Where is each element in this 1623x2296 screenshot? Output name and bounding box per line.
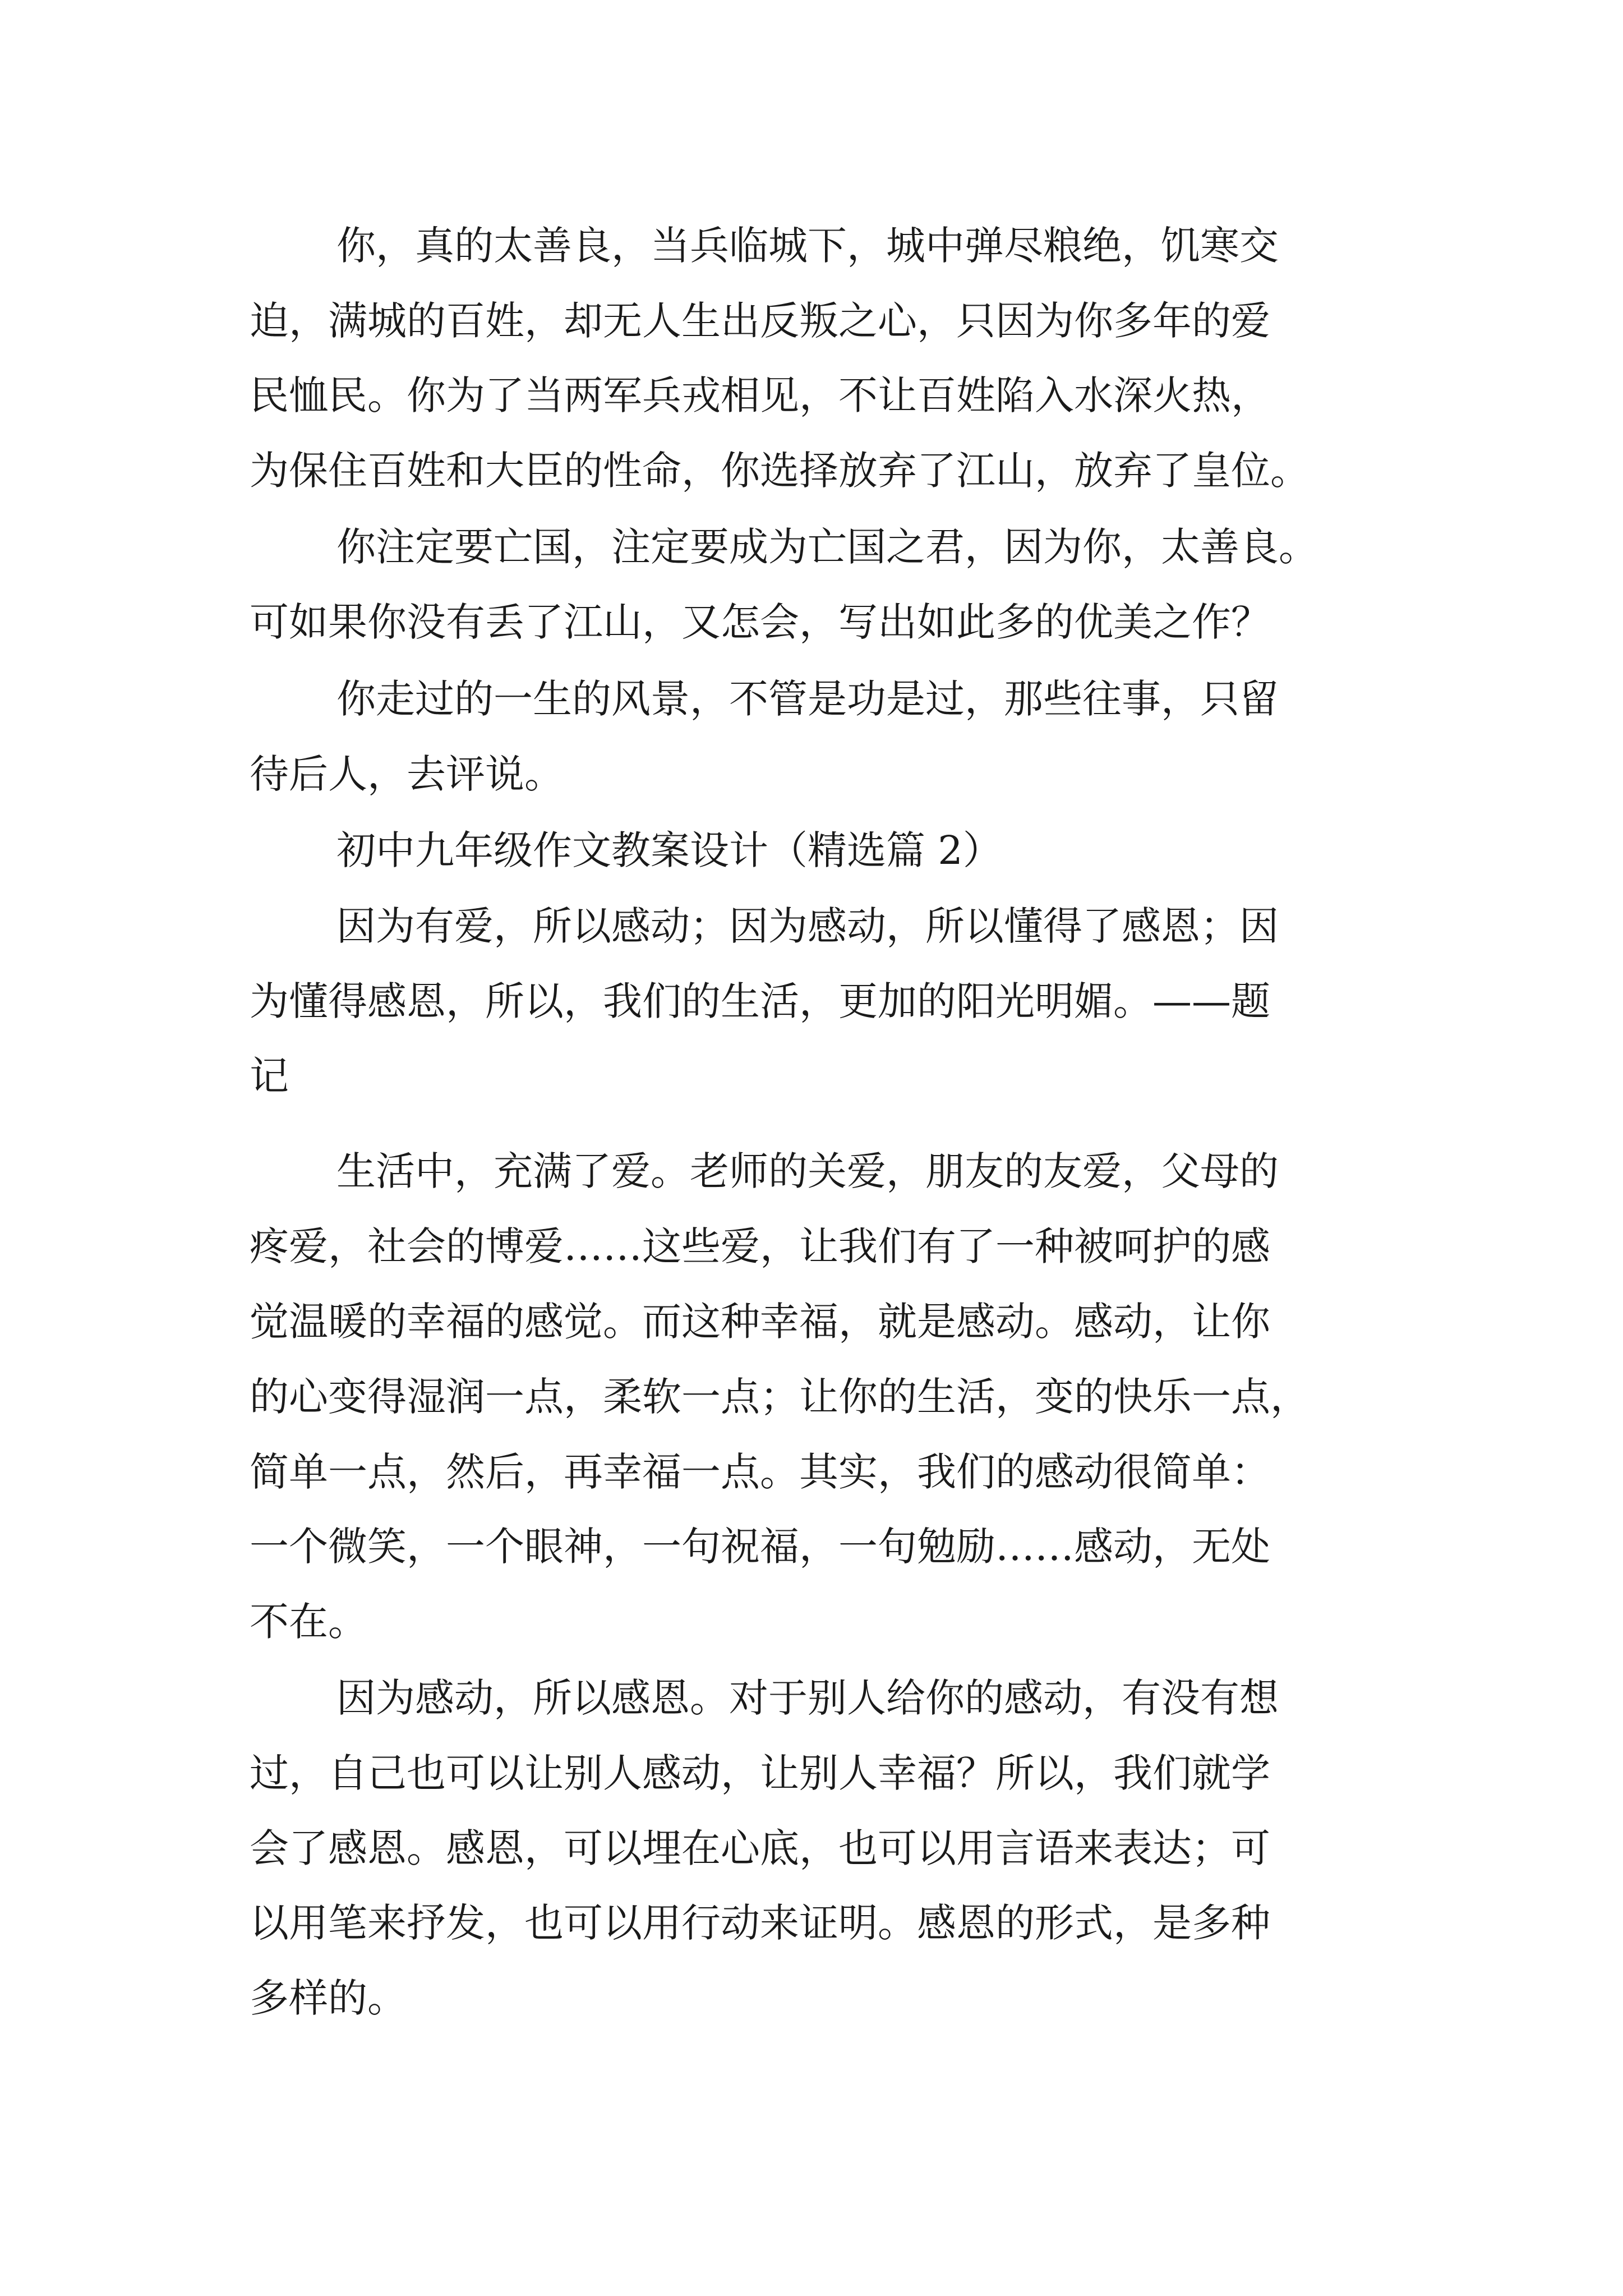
text-line: 待后人，去评说。 [250, 751, 564, 797]
text-line: 不在。 [250, 1599, 367, 1645]
text-line: 会了感恩。感恩，可以埋在心底，也可以用言语来表达；可 [250, 1825, 1270, 1871]
text-line: 你，真的太善良，当兵临城下，城中弹尽粮绝，饥寒交 [336, 223, 1279, 269]
text-line: 一个微笑，一个眼神，一句祝福，一句勉励……感动，无处 [250, 1524, 1270, 1570]
text-line: 为保住百姓和大臣的性命，你选择放弃了江山，放弃了皇位。 [250, 448, 1310, 494]
text-line: 为懂得感恩，所以，我们的生活，更加的阳光明媚。——题 [250, 978, 1270, 1024]
text-line: 觉温暖的幸福的感觉。而这种幸福，就是感动。感动，让你 [250, 1299, 1270, 1345]
text-line: 可如果你没有丢了江山，又怎会，写出如此多的优美之作？ [250, 599, 1270, 645]
text-line: 记 [250, 1053, 289, 1099]
text-line: 生活中，充满了爱。老师的关爱，朋友的友爱，父母的 [336, 1148, 1279, 1194]
text-line: 因为感动，所以感恩。对于别人给你的感动，有没有想 [336, 1675, 1279, 1721]
section-heading: 初中九年级作文教案设计（精选篇 2） [336, 827, 1002, 873]
text-line: 过，自己也可以让别人感动，让别人幸福？所以，我们就学 [250, 1750, 1270, 1796]
text-line: 你走过的一生的风景，不管是功是过，那些往事，只留 [336, 676, 1279, 722]
text-line: 民恤民。你为了当两军兵戎相见，不让百姓陷入水深火热， [250, 372, 1270, 418]
text-line: 的心变得湿润一点，柔软一点；让你的生活，变的快乐一点， [250, 1374, 1310, 1420]
text-line: 多样的。 [250, 1975, 407, 2021]
text-line: 简单一点，然后，再幸福一点。其实，我们的感动很简单： [250, 1449, 1270, 1495]
text-line: 以用笔来抒发，也可以用行动来证明。感恩的形式，是多种 [250, 1900, 1270, 1946]
text-line: 你注定要亡国，注定要成为亡国之君，因为你，太善良。 [336, 524, 1318, 570]
text-line: 因为有爱，所以感动；因为感动，所以懂得了感恩；因 [336, 903, 1279, 949]
text-line: 迫，满城的百姓，却无人生出反叛之心，只因为你多年的爱 [250, 298, 1270, 344]
text-line: 疼爱，社会的博爱……这些爱，让我们有了一种被呵护的感 [250, 1223, 1270, 1269]
